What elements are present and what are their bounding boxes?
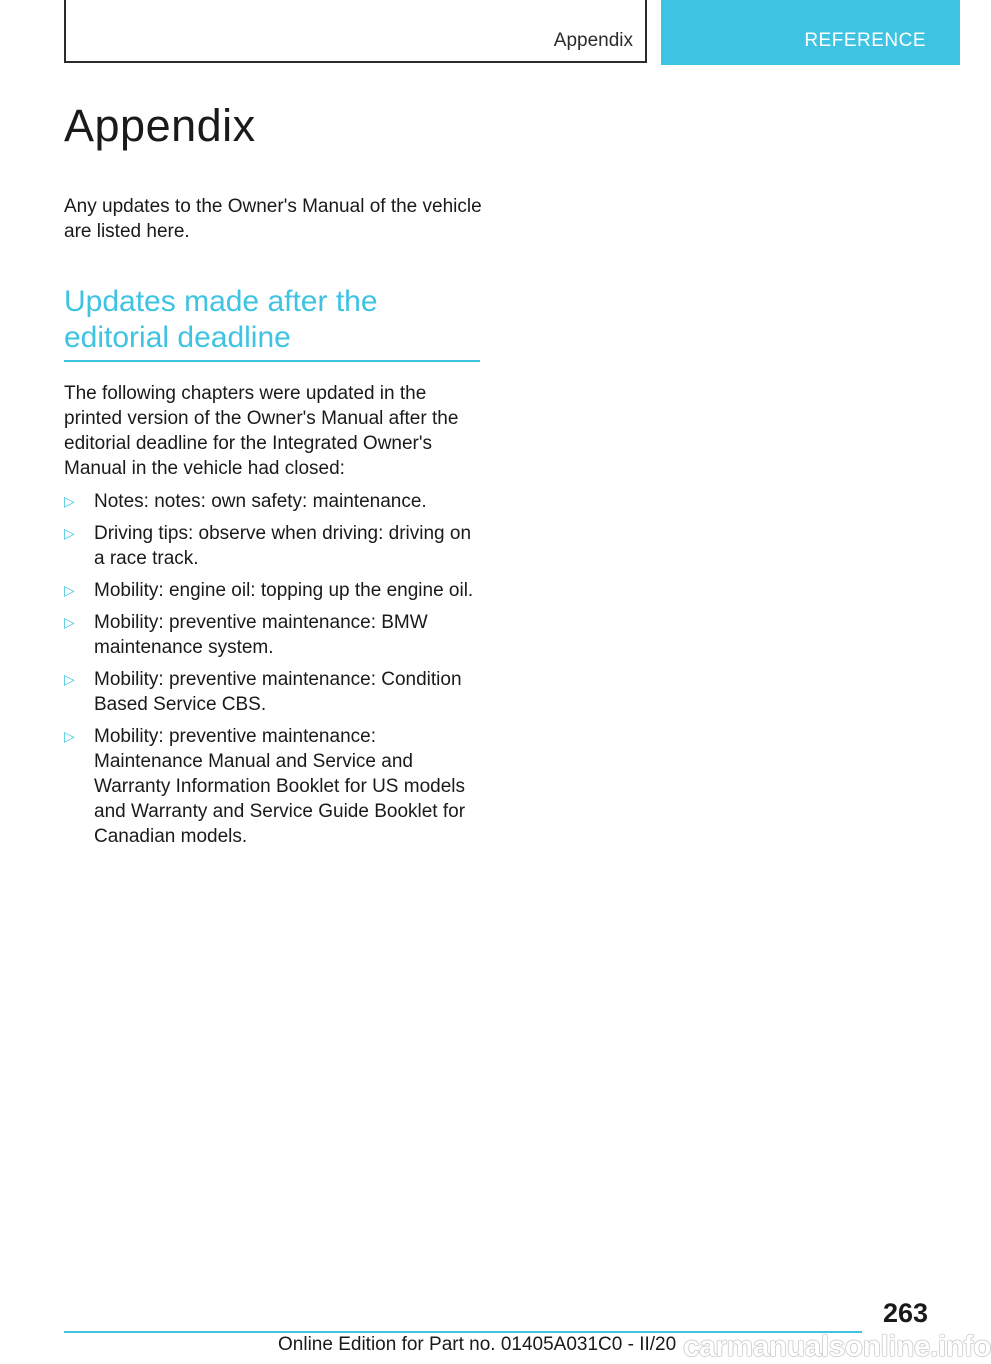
triangle-bullet-icon: ▷ [64, 493, 75, 509]
section-tab-label: REFERENCE [804, 30, 926, 51]
section-tab [661, 0, 960, 65]
list-item-text: Mobility: preventive maintenance: Condition Based Service CBS. [94, 669, 462, 715]
triangle-bullet-icon: ▷ [64, 582, 75, 598]
footer-watermark: carmanualsonline.info [683, 1330, 991, 1363]
list-item-text: Notes: notes: own safety: maintenance. [94, 491, 427, 512]
list-item [64, 610, 484, 660]
list-item [64, 667, 484, 717]
triangle-bullet-icon: ▷ [64, 525, 75, 541]
list-item-text: Mobility: preventive maintenance: BMW maintenance system. [94, 612, 428, 658]
list-item [64, 521, 484, 571]
page-title: Appendix [64, 100, 256, 151]
list-item [64, 489, 484, 514]
updated-chapters-list [64, 489, 484, 856]
intro-paragraph: Any updates to the Owner's Manual of the vehicle are listed here. [64, 196, 482, 242]
section-body: The following chapters were updated in the printed version of the Owner's Manual after the editorial deadline for the Integrated Owner's Manual in the vehicle had closed: [64, 383, 459, 479]
list-item-text: Mobility: engine oil: topping up the engine oil. [94, 580, 474, 601]
section-heading: Updates made after the editorial deadline [64, 284, 480, 362]
page-number: 263 [882, 1298, 928, 1328]
triangle-bullet-icon: ▷ [64, 614, 75, 630]
running-header-chapter: Appendix [553, 30, 633, 51]
list-item [64, 578, 484, 603]
list-item-text: Mobility: preventive maintenance: Maintenance Manual and Service and Warranty Information Booklet for US models and Warranty and Service Guide Booklet for Canadian models. [94, 726, 466, 847]
list-item [64, 724, 484, 849]
running-header [64, 0, 647, 63]
list-item-text: Driving tips: observe when driving: driving on a race track. [94, 523, 472, 569]
triangle-bullet-icon: ▷ [64, 671, 75, 687]
footer-edition-text: Online Edition for Part no. 01405A031C0 - II/20 [278, 1334, 677, 1355]
triangle-bullet-icon: ▷ [64, 728, 75, 744]
